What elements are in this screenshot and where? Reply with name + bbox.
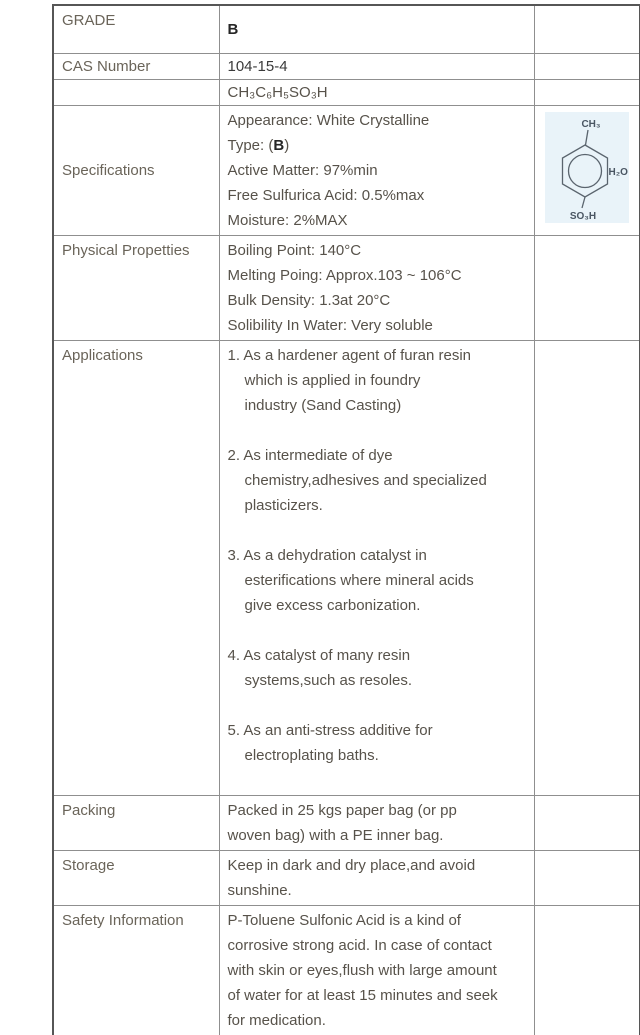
empty-cell xyxy=(534,905,640,1035)
text-line: give excess carbonization. xyxy=(244,596,421,614)
row-value-applications xyxy=(219,340,534,795)
row-label-packing: Packing xyxy=(53,795,219,850)
text-line: 1. As a hardener agent of furan resin xyxy=(227,346,471,364)
text-line: Free Sulfurica Acid: 0.5%max xyxy=(227,186,425,204)
text-line: with skin or eyes,flush with large amount xyxy=(227,961,497,979)
row-label-applications: Applications xyxy=(53,340,219,795)
text-line: for medication. xyxy=(227,1011,326,1029)
row-label-specifications: Specifications xyxy=(53,105,219,235)
table-row-applications xyxy=(53,340,640,795)
table-row-cas xyxy=(53,53,640,79)
application-item xyxy=(228,543,526,618)
text-line: systems,such as resoles. xyxy=(244,671,413,689)
text-line: of water for at least 15 minutes and seek xyxy=(227,986,498,1004)
application-item xyxy=(228,643,526,693)
text-line: Solibility In Water: Very soluble xyxy=(227,316,433,334)
text-line: 3. As a dehydration catalyst in xyxy=(227,546,427,564)
bond-bottom xyxy=(582,197,585,208)
row-label-grade: GRADE xyxy=(53,5,219,53)
row-value-safety xyxy=(219,905,534,1035)
text-line: Active Matter: 97%min xyxy=(227,161,378,179)
row-value-cas: 104-15-4 xyxy=(219,53,534,79)
row-value-specifications xyxy=(219,105,534,235)
table-row-packing xyxy=(53,795,640,850)
text-line: sunshine. xyxy=(227,881,292,899)
text-line: Keep in dark and dry place,and avoid xyxy=(227,856,476,874)
row-value-grade: B xyxy=(219,5,534,53)
type-value: B xyxy=(273,136,285,154)
empty-cell xyxy=(534,53,640,79)
text-line: plasticizers. xyxy=(244,496,323,514)
text-line: 5. As an anti-stress additive for xyxy=(227,721,433,739)
text-line: Boiling Point: 140°C xyxy=(227,241,362,259)
structure-cell xyxy=(534,105,640,235)
row-value-packing xyxy=(219,795,534,850)
type-suffix: ) xyxy=(284,136,290,154)
application-item xyxy=(228,718,526,768)
text-line: P-Toluene Sulfonic Acid is a kind of xyxy=(227,911,461,929)
text-line: chemistry,adhesives and specialized xyxy=(244,471,487,489)
table-row-storage xyxy=(53,850,640,905)
application-item xyxy=(228,343,526,418)
text-line: esterifications where mineral acids xyxy=(244,571,474,589)
row-value-formula: CH₃C₆H₅SO₃H xyxy=(219,79,534,105)
text-line: which is applied in foundry xyxy=(244,371,421,389)
empty-cell xyxy=(534,235,640,340)
text-line-type xyxy=(228,133,526,158)
product-spec-table xyxy=(52,4,640,1035)
type-prefix: Type: ( xyxy=(227,136,274,154)
text-line: 4. As catalyst of many resin xyxy=(227,646,411,664)
empty-cell xyxy=(534,5,640,53)
sulfonic-label: SO₃H xyxy=(569,210,596,222)
table-row-specifications xyxy=(53,105,640,235)
row-label-safety: Safety Information xyxy=(53,905,219,1035)
chemical-structure-image xyxy=(545,112,629,223)
water-label: H₂O xyxy=(608,166,628,178)
empty-cell xyxy=(534,79,640,105)
methyl-label: CH₃ xyxy=(581,118,601,130)
text-line: corrosive strong acid. In case of contact xyxy=(227,936,492,954)
table-row-physical-properties xyxy=(53,235,640,340)
table-row-safety-information xyxy=(53,905,640,1035)
row-label-storage: Storage xyxy=(53,850,219,905)
text-line: Moisture: 2%MAX xyxy=(227,211,348,229)
row-label-formula xyxy=(53,79,219,105)
table-row-formula xyxy=(53,79,640,105)
empty-cell xyxy=(534,850,640,905)
table-row-grade xyxy=(53,5,640,53)
empty-cell xyxy=(534,795,640,850)
row-label-physical: Physical Propetties xyxy=(53,235,219,340)
text-line: Appearance: White Crystalline xyxy=(227,111,430,129)
benzene-hexagon xyxy=(562,145,607,197)
text-line: Bulk Density: 1.3at 20°C xyxy=(227,291,391,309)
text-line: Packed in 25 kgs paper bag (or pp xyxy=(227,801,457,819)
bond-top xyxy=(585,130,588,145)
row-value-physical xyxy=(219,235,534,340)
row-label-cas: CAS Number xyxy=(53,53,219,79)
text-line: industry (Sand Casting) xyxy=(244,396,402,414)
text-line: Melting Poing: Approx.103 ~ 106°C xyxy=(227,266,462,284)
application-item xyxy=(228,443,526,518)
text-line: woven bag) with a PE inner bag. xyxy=(227,826,444,844)
benzene-ring-icon xyxy=(545,112,629,223)
row-value-storage xyxy=(219,850,534,905)
text-line: electroplating baths. xyxy=(244,746,379,764)
benzene-circle xyxy=(568,154,601,187)
text-line: 2. As intermediate of dye xyxy=(227,446,393,464)
empty-cell xyxy=(534,340,640,795)
